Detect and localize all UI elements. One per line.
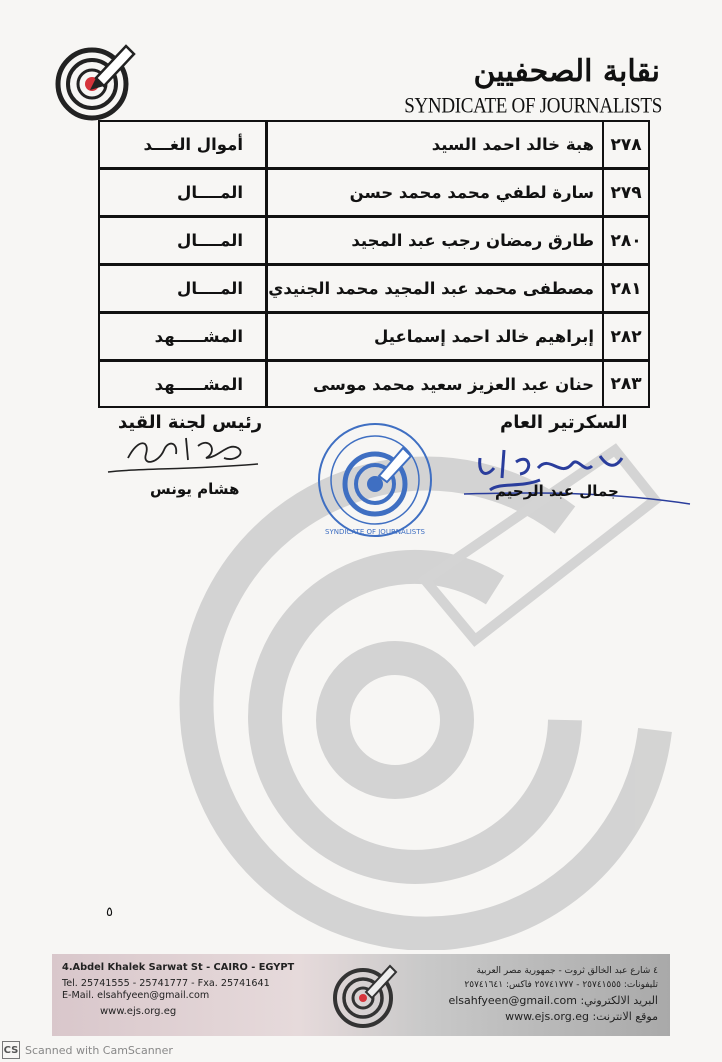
secretary-general-title: السكرتير العام [500, 412, 628, 433]
member-name: حنان عبد العزيز سعيد محمد موسى [265, 362, 602, 406]
syndicate-logo-icon [52, 38, 136, 122]
footer-address-english: 4.Abdel Khalek Sarwat St - CAIRO - EGYPT [62, 962, 295, 973]
member-number: ٢٧٩ [602, 170, 648, 215]
footer-email-english: E-Mail. elsahfyeen@gmail.com [62, 990, 210, 1001]
handwritten-signature-right [460, 438, 695, 513]
table-row [100, 170, 648, 218]
member-number: ٢٨٠ [602, 218, 648, 263]
syndicate-name-english: SYNDICATE OF JOURNALISTS [404, 94, 662, 119]
table-row [100, 122, 648, 170]
table-row [100, 218, 648, 266]
registration-committee-head-name: هشام يونس [150, 480, 240, 498]
member-number: ٢٨٢ [602, 314, 648, 359]
member-number: ٢٨١ [602, 266, 648, 311]
member-newspaper: المــــال [177, 231, 243, 250]
member-name: طارق رمضان رجب عبد المجيد [265, 218, 602, 263]
seal-text: SYNDICATE OF JOURNALISTS [325, 528, 425, 536]
syndicate-seal-icon [315, 418, 435, 543]
footer-website-english: www.ejs.org.eg [100, 1006, 177, 1017]
camscanner-text: Scanned with CamScanner [25, 1043, 173, 1057]
member-newspaper: المشـــــهد [154, 327, 243, 346]
secretary-general-name: جمال عبد الرحيم [495, 482, 619, 500]
footer-website-arabic: موقع الانترنت: www.ejs.org.eg [505, 1010, 658, 1023]
camscanner-watermark [2, 1040, 182, 1060]
handwritten-signature-left [98, 428, 268, 480]
table-row [100, 266, 648, 314]
member-newspaper: أموال الغـــد [143, 135, 243, 154]
registration-committee-head-title: رئيس لجنة القيد [118, 412, 263, 433]
footer-address-arabic: ٤ شارع عبد الخالق ثروت - جمهورية مصر العربية [476, 966, 658, 976]
member-newspaper: المــــال [177, 279, 243, 298]
member-newspaper: المشـــــهد [154, 374, 243, 394]
member-number: ٢٧٨ [602, 122, 648, 167]
footer-phone-english: Tel. 25741555 - 25741777 - Fxa. 25741641 [62, 978, 270, 989]
footer-phone-arabic: تليفونات: ٢٥٧٤١٥٥٥ - ٢٥٧٤١٧٧٧ فاكس: ٢٥٧٤١٦٤١ [464, 980, 658, 990]
footer-email-arabic: البريد الالكتروني: elsahfyeen@gmail.com [448, 994, 658, 1007]
members-table [98, 120, 650, 408]
member-name: سارة لطفي محمد محمد حسن [265, 170, 602, 215]
syndicate-name-arabic: نقابة الصحفيين [473, 54, 660, 89]
page-number: ٥ [106, 905, 113, 920]
table-row [100, 314, 648, 362]
footer-logo-icon [330, 958, 400, 1030]
member-number: ٢٨٣ [602, 362, 648, 406]
member-newspaper: المــــال [177, 183, 243, 202]
member-name: هبة خالد احمد السيد [265, 122, 602, 167]
member-name: إبراهيم خالد احمد إسماعيل [265, 314, 602, 359]
member-name: مصطفى محمد عبد المجيد محمد الجنيدي [265, 266, 602, 311]
table-row [100, 362, 648, 406]
camscanner-badge-icon: CS [2, 1041, 20, 1059]
